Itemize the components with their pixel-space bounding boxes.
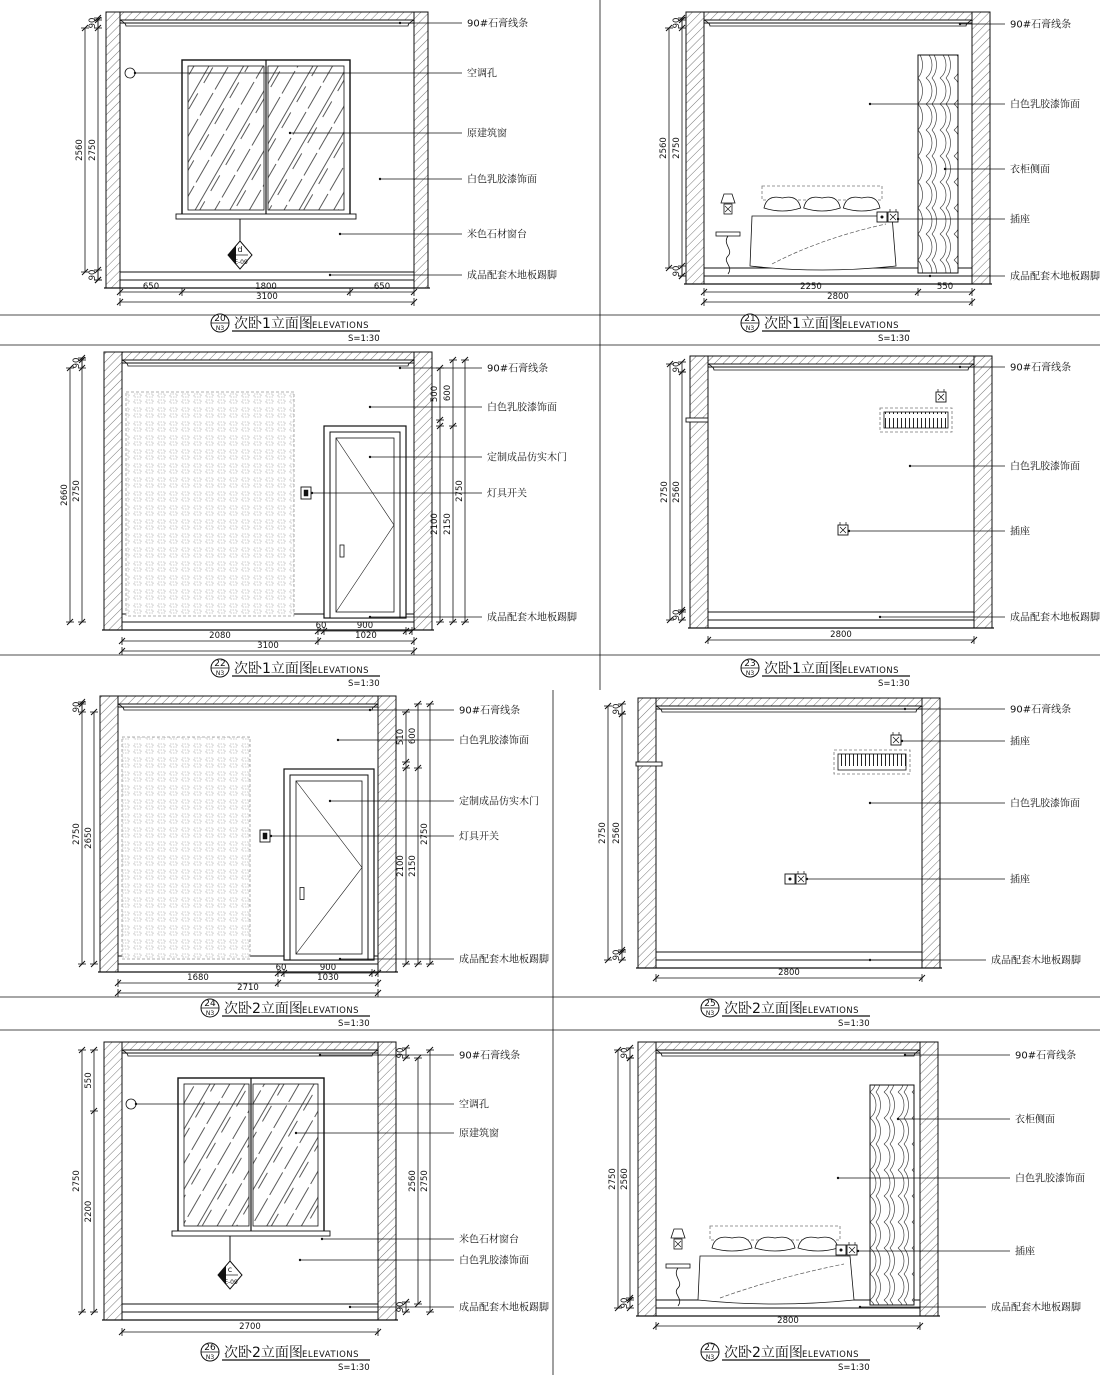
drawing-scale: S=1:30 — [338, 1019, 370, 1029]
dim-text: 2100 — [430, 513, 440, 535]
leader-dot — [869, 103, 871, 105]
label-cornice: 90#石膏线条 — [459, 705, 521, 717]
leader-dot — [869, 802, 871, 804]
drawing-elevations-label: ELEVATIONS — [802, 1350, 860, 1360]
ac-unit-grille — [884, 412, 948, 428]
window-glass-right — [253, 1084, 318, 1226]
drawing-number: 22 — [214, 659, 226, 669]
label-paint: 白色乳胶漆饰面 — [459, 1255, 529, 1267]
drawing-number: 27 — [704, 1343, 716, 1353]
dim-text: 900 — [319, 963, 337, 973]
label-socket: 插座 — [1010, 526, 1030, 538]
dim-text: 2750 — [72, 480, 82, 502]
dim-text: 90 — [612, 703, 622, 715]
dim-text: 1680 — [187, 973, 209, 983]
dim-text: 2100 — [396, 855, 406, 877]
panel-21 — [659, 12, 1100, 344]
window-sill — [172, 1231, 330, 1236]
socket-dot — [881, 216, 884, 219]
dim-text: 2150 — [408, 855, 418, 877]
dim-text: 600 — [443, 384, 453, 402]
window-sill — [176, 214, 356, 219]
leader-dot — [329, 274, 331, 276]
drawing-scale: S=1:30 — [348, 679, 380, 689]
dim-text: 2660 — [60, 484, 70, 506]
leader-dot — [339, 233, 341, 235]
dim-text: 2750 — [672, 137, 682, 159]
ac-unit-grille — [838, 754, 906, 770]
wall-left — [638, 1042, 656, 1316]
leader-dot — [134, 72, 136, 74]
leader-dot — [270, 835, 272, 837]
dim-text: 90 — [620, 1297, 630, 1309]
leader-dot — [806, 878, 808, 880]
dim-text: 60 — [315, 621, 327, 631]
label-socket: 插座 — [1010, 736, 1030, 748]
drawing-ref-sheet: N3 — [205, 1354, 215, 1361]
label-cornice: 90#石膏线条 — [1015, 1050, 1077, 1062]
label-paint: 白色乳胶漆饰面 — [1015, 1173, 1085, 1185]
ceiling-slab — [122, 1042, 378, 1050]
drawing-elevations-label: ELEVATIONS — [312, 321, 370, 331]
wall-left — [106, 12, 120, 288]
ac-hole-circle — [125, 68, 135, 78]
section-tag-letter: d — [237, 245, 243, 254]
leader-dot — [929, 275, 931, 277]
wall-panel-decor — [122, 737, 250, 959]
panel-20 — [75, 12, 557, 344]
dim-text: 2560 — [408, 1170, 418, 1192]
socket-pin — [798, 871, 804, 874]
label-skirting: 成品配套木地板踢脚 — [1010, 612, 1100, 624]
dim-text: 2710 — [237, 983, 259, 993]
label-skirting: 成品配套木地板踢脚 — [487, 612, 577, 624]
bed-cover — [750, 216, 896, 270]
dim-text: 2800 — [827, 292, 849, 302]
drawing-number: 23 — [744, 659, 756, 669]
dim-text: 1030 — [317, 973, 339, 983]
socket-pin — [938, 389, 944, 392]
label-skirting: 成品配套木地板踢脚 — [459, 1302, 549, 1314]
label-socket-2: 插座 — [1010, 874, 1030, 886]
label-switch: 灯具开关 — [487, 488, 527, 500]
dim-text: 2150 — [443, 513, 453, 535]
leader-dot — [295, 1132, 297, 1134]
label-ac-hole: 空调孔 — [459, 1099, 489, 1111]
label-wardrobe: 衣柜侧面 — [1010, 164, 1050, 176]
bed-pillow — [712, 1237, 752, 1251]
drawing-title: 次卧2立面图 — [224, 1001, 303, 1017]
leader-dot — [897, 218, 899, 220]
dim-text: 2750 — [608, 1168, 618, 1190]
wall-right — [922, 698, 940, 968]
drawing-number: 26 — [204, 1343, 216, 1353]
skirting-board — [122, 1304, 378, 1312]
dim-text: 90 — [88, 17, 98, 29]
lamp-shade — [721, 194, 735, 203]
dim-text: 2700 — [239, 1322, 261, 1332]
label-skirting: 成品配套木地板踢脚 — [467, 270, 557, 282]
dim-text: 2750 — [598, 822, 608, 844]
drawing-scale: S=1:30 — [878, 334, 910, 344]
drawing-elevations-label: ELEVATIONS — [802, 1006, 860, 1016]
dim-text: 2750 — [88, 139, 98, 161]
skirting-board — [708, 612, 974, 620]
door-handle — [340, 545, 344, 557]
label-door: 定制成品仿实木门 — [459, 796, 539, 808]
dim-text: 550 — [84, 1072, 94, 1089]
door-leaf — [330, 432, 400, 618]
leader-dot — [901, 740, 903, 742]
dim-text: 2750 — [420, 823, 430, 845]
dim-text: 90 — [72, 701, 82, 713]
wall-right — [972, 12, 990, 284]
label-paint: 白色乳胶漆饰面 — [1010, 798, 1080, 810]
drawing-title: 次卧1立面图 — [764, 661, 843, 677]
wall-panel-decor — [126, 392, 294, 616]
socket-dot — [789, 878, 792, 881]
label-paint: 白色乳胶漆饰面 — [459, 735, 529, 747]
label-socket: 插座 — [1010, 214, 1030, 226]
skirting-board — [120, 272, 414, 280]
dim-text: 2560 — [612, 822, 622, 844]
bed-pillow — [843, 197, 880, 211]
label-window: 原建筑窗 — [459, 1128, 499, 1140]
leader-dot — [959, 23, 961, 25]
label-socket: 插座 — [1015, 1246, 1035, 1258]
dim-text: 90 — [672, 265, 682, 277]
drawing-ref-sheet: N3 — [705, 1354, 715, 1361]
curtain-pelmet — [686, 418, 708, 422]
leader-dot — [909, 465, 911, 467]
panel-26 — [72, 1042, 549, 1373]
dim-text: 550 — [936, 282, 954, 292]
socket-pin — [840, 522, 846, 525]
bed-pillow — [764, 197, 801, 211]
dim-text: 500 — [430, 385, 440, 403]
leader-dot — [369, 616, 371, 618]
drawing-ref-sheet: N3 — [215, 325, 225, 332]
wall-left — [100, 696, 118, 972]
drawing-ref-sheet: N3 — [705, 1010, 715, 1017]
drawing-scale: S=1:30 — [878, 679, 910, 689]
wall-right — [920, 1042, 938, 1316]
dim-text: 2750 — [455, 480, 465, 502]
drawing-scale: S=1:30 — [338, 1363, 370, 1373]
dim-text: 90 — [612, 949, 622, 961]
label-paint: 白色乳胶漆饰面 — [467, 174, 537, 186]
dim-text: 2560 — [672, 481, 682, 503]
drawing-title: 次卧1立面图 — [764, 316, 843, 332]
wardrobe-side — [870, 1085, 914, 1305]
dim-text: 2650 — [84, 827, 94, 849]
label-skirting: 成品配套木地板踢脚 — [991, 955, 1081, 967]
leader-dot — [944, 168, 946, 170]
leader-dot — [349, 1306, 351, 1308]
label-cornice: 90#石膏线条 — [459, 1050, 521, 1062]
socket-pin — [893, 732, 899, 735]
bed-cover — [698, 1256, 854, 1304]
leader-dot — [859, 1306, 861, 1308]
leader-dot — [319, 1054, 321, 1056]
leader-dot — [329, 800, 331, 802]
dim-text: 650 — [142, 282, 160, 292]
dim-text: 90 — [88, 269, 98, 281]
panel-22 — [60, 352, 577, 689]
label-door: 定制成品仿实木门 — [487, 452, 567, 464]
leader-dot — [369, 406, 371, 408]
drawing-elevations-label: ELEVATIONS — [842, 321, 900, 331]
dim-text: 90 — [396, 1301, 406, 1313]
leader-dot — [959, 366, 961, 368]
dim-text: 2750 — [660, 481, 670, 503]
drawing-number: 20 — [214, 314, 226, 324]
drawing-number: 21 — [744, 314, 756, 324]
label-wardrobe: 衣柜侧面 — [1015, 1114, 1055, 1126]
elevation-panels — [60, 12, 1100, 1373]
label-cornice: 90#石膏线条 — [487, 363, 549, 375]
dim-text: 1020 — [355, 631, 377, 641]
ceiling-slab — [120, 12, 414, 20]
dim-text: 1800 — [255, 282, 277, 292]
leader-dot — [311, 492, 313, 494]
label-paint: 白色乳胶漆饰面 — [1010, 99, 1080, 111]
leader-dot — [289, 132, 291, 134]
label-skirting: 成品配套木地板踢脚 — [1010, 271, 1100, 283]
drawing-number: 25 — [704, 999, 716, 1009]
ceiling-slab — [118, 696, 378, 704]
ceiling-slab — [656, 1042, 920, 1050]
drawing-number: 24 — [204, 999, 216, 1009]
window-glass-left — [188, 66, 264, 210]
dim-text: 90 — [620, 1047, 630, 1059]
leader-dot — [339, 958, 341, 960]
leader-dot — [857, 1250, 859, 1252]
label-paint: 白色乳胶漆饰面 — [1010, 461, 1080, 473]
drawing-title: 次卧1立面图 — [234, 316, 313, 332]
leader-dot — [897, 1118, 899, 1120]
section-tag-sheet: E-09 — [234, 259, 248, 266]
nightstand-top — [716, 232, 740, 236]
dim-text: 2750 — [72, 823, 82, 845]
label-sill: 米色石材窗台 — [459, 1234, 519, 1246]
wall-right — [414, 12, 428, 288]
dim-text: 2750 — [420, 1170, 430, 1192]
bed-pillow — [798, 1237, 838, 1251]
leader-dot — [369, 709, 371, 711]
ceiling-slab — [704, 12, 972, 20]
section-tag-sheet: E-09 — [224, 1279, 238, 1286]
drawing-elevations-label: ELEVATIONS — [842, 666, 900, 676]
drawing-elevations-label: ELEVATIONS — [302, 1006, 360, 1016]
lamp-shade — [671, 1229, 685, 1238]
drawing-ref-sheet: N3 — [215, 670, 225, 677]
drawing-ref-sheet: N3 — [205, 1010, 215, 1017]
dim-text: 2250 — [800, 282, 822, 292]
wardrobe-side — [918, 55, 958, 273]
dim-text: 90 — [672, 609, 682, 621]
bed-pillow — [755, 1237, 795, 1251]
dim-text: 2800 — [777, 1316, 799, 1326]
wall-right — [378, 1042, 396, 1320]
leader-dot — [379, 178, 381, 180]
wall-left — [690, 356, 708, 628]
label-window: 原建筑窗 — [467, 128, 507, 140]
dim-text: 510 — [396, 728, 406, 746]
ac-hole-circle — [126, 1099, 136, 1109]
leader-dot — [135, 1103, 137, 1105]
wall-left — [104, 1042, 122, 1320]
wall-left — [638, 698, 656, 968]
panel-24 — [72, 696, 549, 1029]
drawing-ref-sheet: N3 — [745, 325, 755, 332]
curtain-pelmet — [636, 762, 662, 766]
drawing-elevations-label: ELEVATIONS — [312, 666, 370, 676]
switch-rocker — [263, 833, 267, 839]
leader-dot — [337, 739, 339, 741]
section-tag-letter: c — [227, 1265, 233, 1274]
drawing-scale: S=1:30 — [348, 334, 380, 344]
panel-23 — [660, 356, 1100, 689]
ceiling-slab — [122, 352, 414, 360]
dim-text: 650 — [373, 282, 391, 292]
drawing-ref-sheet: N3 — [745, 670, 755, 677]
dim-text: 2200 — [84, 1200, 94, 1223]
dim-text: 2800 — [778, 968, 800, 978]
label-switch: 灯具开关 — [459, 831, 499, 843]
nightstand-top — [666, 1264, 690, 1268]
leader-dot — [904, 708, 906, 710]
wall-right — [378, 696, 396, 972]
dim-text: 90 — [72, 357, 82, 369]
leader-dot — [848, 530, 850, 532]
drawing-scale: S=1:30 — [838, 1363, 870, 1373]
dim-text: 2560 — [620, 1168, 630, 1190]
leader-dot — [837, 1177, 839, 1179]
drawing-title: 次卧1立面图 — [234, 661, 313, 677]
switch-rocker — [304, 490, 308, 496]
dim-text: 90 — [396, 1047, 406, 1059]
ceiling-slab — [656, 698, 922, 706]
window-glass-right — [268, 66, 344, 210]
leader-dot — [879, 616, 881, 618]
dim-text: 600 — [408, 727, 418, 745]
leader-dot — [321, 1238, 323, 1240]
wall-left — [104, 352, 122, 630]
wall-right — [974, 356, 992, 628]
label-cornice: 90#石膏线条 — [1010, 704, 1072, 716]
socket-dot — [840, 1249, 843, 1252]
panel-25 — [598, 698, 1081, 1029]
drawing-title: 次卧2立面图 — [224, 1345, 303, 1361]
label-cornice: 90#石膏线条 — [467, 18, 529, 30]
drawing-elevations-label: ELEVATIONS — [302, 1350, 360, 1360]
door-handle — [300, 888, 304, 900]
label-cornice: 90#石膏线条 — [1010, 362, 1072, 374]
leader-dot — [904, 1054, 906, 1056]
dim-text: 3100 — [257, 641, 279, 651]
window-glass-left — [184, 1084, 249, 1226]
dim-text: 2080 — [209, 631, 231, 641]
leader-dot — [399, 22, 401, 24]
door-leaf — [290, 775, 368, 960]
drawing-scale: S=1:30 — [838, 1019, 870, 1029]
label-skirting: 成品配套木地板踢脚 — [991, 1302, 1081, 1314]
bed-pillow — [804, 197, 841, 211]
leader-dot — [299, 1259, 301, 1261]
dim-text: 90 — [672, 17, 682, 29]
ceiling-slab — [708, 356, 974, 364]
panel-27 — [608, 1042, 1085, 1373]
dim-text: 3100 — [256, 292, 278, 302]
label-ac-hole: 空调孔 — [467, 68, 497, 80]
dim-text: 2800 — [830, 630, 852, 640]
label-cornice: 90#石膏线条 — [1010, 19, 1072, 31]
wall-left — [686, 12, 704, 284]
dim-text: 90 — [672, 361, 682, 373]
drawing-title: 次卧2立面图 — [724, 1001, 803, 1017]
leader-dot — [369, 456, 371, 458]
label-sill: 米色石材窗台 — [467, 229, 527, 241]
leader-dot — [869, 959, 871, 961]
dim-text: 2560 — [659, 137, 669, 159]
drawing-title: 次卧2立面图 — [724, 1345, 803, 1361]
dim-text: 2750 — [72, 1170, 82, 1192]
label-skirting: 成品配套木地板踢脚 — [459, 954, 549, 966]
dim-text: 900 — [356, 621, 374, 631]
leader-dot — [399, 367, 401, 369]
dim-text: 2560 — [75, 139, 85, 161]
label-paint: 白色乳胶漆饰面 — [487, 402, 557, 414]
skirting-board — [656, 952, 922, 960]
dim-text: 60 — [275, 963, 287, 973]
